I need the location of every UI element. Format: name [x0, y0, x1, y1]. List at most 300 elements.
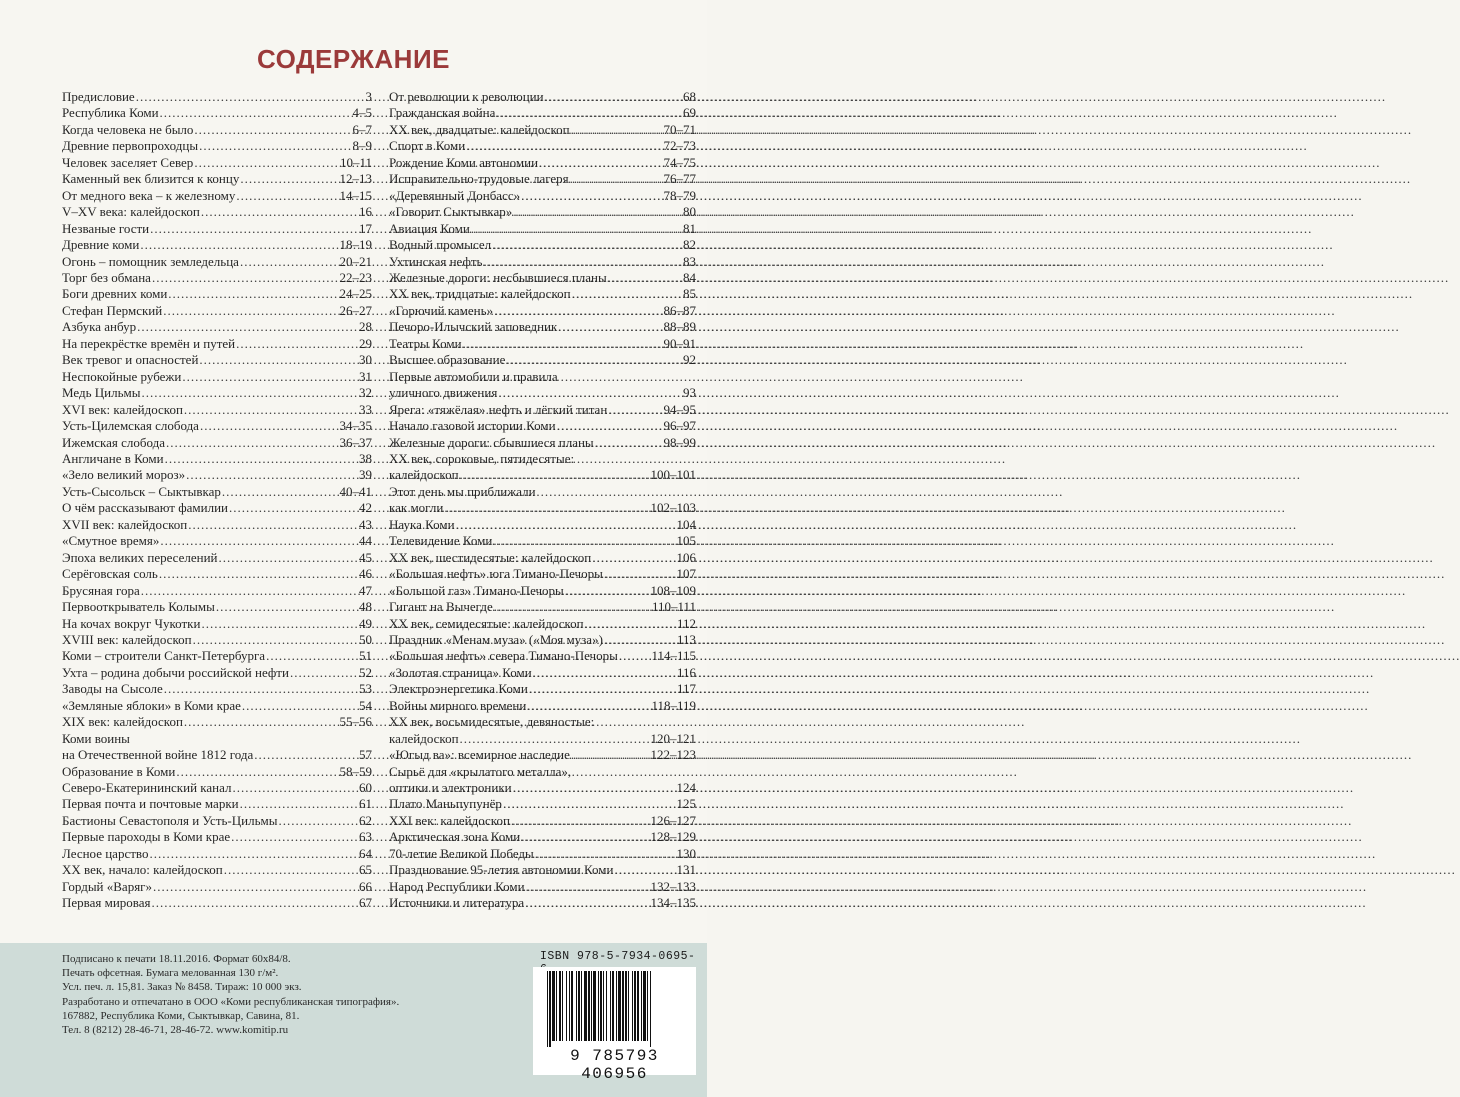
toc-entry-title: Первые автомобили и правила [389, 368, 558, 384]
toc-entry-title: От революции к революции [389, 89, 544, 104]
toc-page-number: 125 [676, 796, 696, 812]
toc-entry-title: калейдоскоп [389, 467, 459, 483]
toc-entry [62, 188, 372, 204]
toc-entry-title: Гражданская война [389, 105, 496, 121]
toc-leader-dots [150, 221, 358, 237]
toc-entry [62, 764, 372, 780]
isbn-label: ISBN 978-5-7934-0695- [540, 950, 696, 963]
toc-entry-title: Народ Республики Коми [389, 878, 525, 894]
toc-leader-dots [233, 780, 358, 796]
toc-entry [389, 467, 696, 483]
toc-entry-title: XX век, начало: калейдоскоп [62, 862, 223, 878]
toc-entry [389, 155, 696, 171]
toc-leader-dots [219, 550, 358, 566]
toc-entry-title: XVIII век: калейдоскоп [62, 631, 192, 647]
toc-page-number: 102–103 [650, 500, 696, 516]
barcode-bar [593, 971, 596, 1041]
barcode-bar [643, 971, 646, 1041]
toc-entry [389, 418, 696, 434]
toc-entry-title: Этот день мы приближали [389, 483, 536, 499]
toc-entry [389, 747, 696, 763]
toc-leader-dots [160, 105, 352, 121]
toc-page-number: 53 [359, 681, 372, 697]
toc-page-number: 112 [676, 615, 696, 631]
toc-entry [62, 369, 372, 385]
toc-leader-dots [188, 517, 358, 533]
toc-entry [389, 138, 696, 154]
toc-leader-dots [557, 418, 663, 434]
toc-leader-dots [513, 204, 682, 220]
toc-leader-dots [570, 171, 663, 187]
toc-leader-dots [290, 665, 358, 681]
toc-entry [62, 895, 372, 911]
toc-entry [62, 171, 372, 187]
toc-entry [62, 533, 372, 549]
toc-leader-dots [466, 138, 662, 154]
toc-leader-dots [176, 764, 338, 780]
toc-leader-dots [494, 599, 651, 615]
toc-page-number: 63 [359, 829, 372, 845]
toc-page-number: 117 [676, 681, 696, 697]
toc-page-number: 94–95 [663, 401, 696, 417]
toc-page-number: 30 [359, 352, 372, 368]
barcode-bar [547, 971, 548, 1047]
barcode-bar [569, 971, 570, 1041]
toc-page-number: 14–15 [339, 187, 372, 203]
toc-leader-dots [182, 369, 358, 385]
toc-page-number: 61 [359, 796, 372, 812]
toc-entry-title: Железные дороги: несбывшиеся планы [389, 269, 607, 285]
toc-leader-dots [186, 467, 358, 483]
barcode-bar [625, 971, 627, 1041]
toc-entry [62, 204, 372, 220]
toc-left-column [62, 89, 372, 912]
toc-entry [62, 221, 372, 237]
toc-entry-title: Медь Цильмы [62, 385, 141, 401]
toc-page-number: 54 [359, 697, 372, 713]
toc-page-number: 78–79 [663, 187, 696, 203]
toc-entry [389, 599, 696, 615]
toc-leader-dots [168, 286, 338, 302]
toc-entry [62, 303, 372, 319]
toc-page-number: 114–115 [651, 648, 696, 664]
toc-leader-dots [595, 435, 663, 451]
toc-leader-dots [200, 418, 339, 434]
toc-entry [62, 862, 372, 878]
toc-page-number: 10–11 [339, 154, 372, 170]
barcode-bar [571, 971, 573, 1041]
toc-entry [62, 780, 372, 796]
toc-leader-dots [498, 385, 682, 401]
toc-page-number: 126–127 [650, 812, 696, 828]
toc-entry [62, 517, 372, 533]
barcode-bar [591, 971, 592, 1041]
toc-page-number: 34–35 [339, 418, 372, 434]
toc-entry-title: Первая мировая [62, 895, 151, 911]
toc-page-number: 76–77 [663, 171, 696, 187]
toc-entry-title: Древние коми [62, 237, 140, 253]
toc-page-number: 113 [676, 631, 696, 647]
toc-leader-dots [526, 879, 650, 895]
toc-page-number: 43 [359, 516, 372, 532]
toc-leader-dots [494, 303, 662, 319]
toc-entry-title: Электроэнергетика Коми [389, 681, 528, 697]
toc-entry [62, 632, 372, 648]
toc-entry-title: Северо-Екатерининский канал [62, 780, 232, 796]
toc-entry [389, 681, 696, 697]
toc-entry-title: Коми – строители Санкт-Петербурга [62, 648, 266, 664]
barcode-bar [641, 971, 642, 1041]
toc-leader-dots [456, 517, 676, 533]
barcode-bar [562, 971, 563, 1041]
toc-page-number: 88–89 [663, 319, 696, 335]
toc-entry-title: Театры Коми [389, 335, 462, 351]
toc-entry-title: Праздник «Менам муза» («Моя муза») [389, 631, 603, 647]
toc-leader-dots [152, 895, 358, 911]
toc-entry [389, 484, 696, 500]
toc-entry-title: на Отечественной войне 1812 года [62, 747, 254, 763]
toc-page-number: 32 [359, 385, 372, 401]
toc-entry [62, 122, 372, 138]
toc-entry-title: Эпоха великих переселений [62, 549, 218, 565]
toc-entry [62, 813, 372, 829]
toc-page-number: 29 [359, 335, 372, 351]
toc-page-number: 6–7 [352, 121, 372, 137]
toc-leader-dots [604, 566, 676, 582]
toc-page-number: 67 [359, 895, 372, 911]
toc-entry [389, 221, 696, 237]
barcode-bar [584, 971, 587, 1041]
toc-entry [62, 435, 372, 451]
toc-entry [62, 846, 372, 862]
toc-page-number: 12–13 [339, 171, 372, 187]
toc-entry [62, 155, 372, 171]
toc-entry-title: Брусяная гора [62, 582, 140, 598]
toc-entry [389, 500, 696, 516]
toc-entry-title: От медного века – к железному [62, 187, 236, 203]
toc-entry-title: «Золотая страница» Коми [389, 664, 532, 680]
toc-entry-title: Ухтинская нефть [389, 253, 483, 269]
toc-leader-dots [558, 319, 662, 335]
toc-entry-title: Каменный век близится к концу [62, 171, 240, 187]
toc-entry-title: Исправительно-трудовые лагеря [389, 171, 569, 187]
toc-page-number: 122–123 [650, 747, 696, 763]
toc-entry [389, 665, 696, 681]
toc-entry [389, 879, 696, 895]
toc-leader-dots [201, 204, 358, 220]
toc-leader-dots [231, 829, 358, 845]
toc-entry-title: калейдоскоп [389, 730, 459, 746]
toc-leader-dots [240, 171, 338, 187]
barcode-bar [612, 971, 614, 1041]
toc-leader-dots [619, 648, 651, 664]
toc-leader-dots [503, 796, 676, 812]
toc-entry-title: Печоро-Илычский заповедник [389, 319, 558, 335]
toc-leader-dots [137, 319, 358, 335]
toc-page-number: 16 [359, 204, 372, 220]
toc-entry-title: Стефан Пермский [62, 302, 163, 318]
toc-entry-title: Арктическая зона Коми [389, 829, 521, 845]
toc-page-number: 104 [676, 516, 696, 532]
toc-page-number: 57 [359, 747, 372, 763]
toc-entry [62, 105, 372, 121]
toc-entry-title: Плато Маньпупунёр [389, 796, 502, 812]
toc-page-number: 98–99 [663, 434, 696, 450]
toc-entry-title: XX век, двадцатые: калейдоскоп [389, 121, 570, 137]
barcode-bar [566, 971, 567, 1041]
toc-entry-title: XX век, тридцатые: калейдоскоп [389, 286, 571, 302]
toc-entry-title: оптики и электроники [389, 780, 512, 796]
toc-leader-dots [199, 352, 358, 368]
toc-leader-dots [184, 714, 339, 730]
toc-page-number: 92 [683, 352, 696, 368]
toc-leader-dots [492, 237, 682, 253]
toc-entry-title: Англичане в Коми [62, 450, 164, 466]
barcode-bar [598, 971, 599, 1041]
toc-leader-dots [142, 385, 358, 401]
toc-page-number: 39 [359, 467, 372, 483]
toc-entry [62, 550, 372, 566]
toc-entry [62, 402, 372, 418]
toc-entry-title: Телевидение Коми [389, 533, 493, 549]
toc-entry [389, 286, 696, 302]
toc-page-number: 72–73 [663, 138, 696, 154]
toc-entry-title: Республика Коми [62, 105, 159, 121]
toc-page-number: 85 [683, 286, 696, 302]
toc-entry [389, 237, 696, 253]
toc-entry [389, 319, 696, 335]
toc-entry [389, 731, 696, 747]
toc-leader-dots [527, 698, 650, 714]
toc-page-number: 4–5 [352, 105, 372, 121]
toc-entry-title: «Зело великий мороз» [62, 467, 186, 483]
imprint-line: Подписано к печати 18.11.2016. Формат 60x84/8. [62, 953, 291, 965]
toc-leader-dots [565, 583, 650, 599]
toc-leader-dots [236, 336, 358, 352]
toc-page-number: 68 [683, 89, 696, 104]
toc-page-number: 131 [676, 862, 696, 878]
barcode-bar [576, 971, 577, 1041]
toc-leader-dots [571, 122, 663, 138]
toc-page-number: 62 [359, 812, 372, 828]
toc-entry [62, 648, 372, 664]
toc-page-number: 31 [359, 368, 372, 384]
toc-entry [62, 665, 372, 681]
toc-leader-dots [493, 533, 675, 549]
barcode-bar [637, 971, 639, 1041]
toc-leader-dots [149, 846, 358, 862]
toc-entry [389, 369, 696, 385]
toc-entry-title: «Большой газ» Тимано-Печоры [389, 582, 564, 598]
toc-leader-dots [201, 616, 358, 632]
toc-leader-dots [608, 270, 682, 286]
toc-leader-dots [242, 698, 358, 714]
toc-entry-title: XX век, семидесятые: калейдоскоп [389, 615, 584, 631]
barcode-bar [603, 971, 604, 1041]
barcode-bar [618, 971, 621, 1041]
toc-entry-title: Железные дороги: сбывшиеся планы [389, 434, 594, 450]
toc-leader-dots [614, 862, 675, 878]
toc-leader-dots [572, 286, 682, 302]
toc-entry [62, 698, 372, 714]
toc-entry [62, 583, 372, 599]
imprint-line: Тел. 8 (8212) 28-46-71, 28-46-72. www.komitip.ru [62, 1024, 289, 1037]
toc-entry [389, 188, 696, 204]
toc-page-number: 118–119 [651, 697, 696, 713]
toc-leader-dots [521, 188, 662, 204]
toc-page-number: 42 [359, 500, 372, 516]
toc-entry-title: Серёговская соль [62, 566, 158, 582]
toc-entry [62, 418, 372, 434]
toc-entry [62, 352, 372, 368]
toc-page-number: 110–111 [651, 599, 696, 615]
toc-leader-dots [160, 533, 358, 549]
toc-entry-title: Гордый «Варяг» [62, 878, 153, 894]
toc-page-number: 51 [359, 648, 372, 664]
toc-entry-title: «Смутное время» [62, 533, 160, 549]
toc-entry [62, 484, 372, 500]
toc-page-number: 86–87 [663, 302, 696, 318]
toc-entry-title: уличного движения [389, 385, 498, 401]
toc-leader-dots [224, 862, 358, 878]
toc-page-number: 132–133 [650, 878, 696, 894]
toc-entry [389, 171, 696, 187]
toc-entry-title: «Говорит Сыктывкар» [389, 204, 513, 220]
toc-entry-title: Первые пароходы в Коми крае [62, 829, 231, 845]
barcode [533, 967, 696, 1083]
toc-entry [62, 714, 372, 730]
toc-entry-title: Заводы на Сысоле [62, 681, 163, 697]
toc-leader-dots [529, 681, 676, 697]
toc-leader-dots [506, 352, 682, 368]
toc-page-number: 106 [676, 549, 696, 565]
toc-entry-title: «Деревянный Донбасс» [389, 187, 521, 203]
toc-page-number: 65 [359, 862, 372, 878]
toc-page-number: 47 [359, 582, 372, 598]
toc-entry-title: Лесное царство [62, 845, 149, 861]
toc-leader-dots [199, 138, 351, 154]
toc-leader-dots [535, 846, 676, 862]
toc-entry-title: XIX век: калейдоскоп [62, 714, 183, 730]
toc-entry [62, 451, 372, 467]
toc-entry [389, 402, 696, 418]
toc-leader-dots [539, 155, 662, 171]
toc-entry-title: Авиация Коми [389, 220, 470, 236]
barcode-bar [552, 971, 555, 1041]
toc-page-number: 105 [676, 533, 696, 549]
barcode-bar [549, 971, 551, 1047]
imprint-line: Усл. печ. л. 15,81. Заказ № 8458. Тираж: 10 000 экз. [62, 981, 302, 994]
toc-entry [389, 796, 696, 812]
toc-entry-title: XX век, сороковые, пятидесятые: [389, 450, 575, 466]
toc-entry-title: Первооткрыватель Колымы [62, 599, 215, 615]
toc-leader-dots [136, 89, 365, 105]
toc-entry-title: XVI век: калейдоскоп [62, 401, 183, 417]
toc-entry [389, 780, 696, 796]
barcode-bar [647, 971, 648, 1041]
toc-leader-dots [525, 895, 649, 911]
toc-entry-title: Празднование 95-летия автономии Коми [389, 862, 614, 878]
barcode-bar [632, 971, 633, 1041]
toc-page-number: 24–25 [339, 286, 372, 302]
toc-entry-title: «Большая нефть» юга Тимано-Печоры [389, 566, 603, 582]
toc-page-number: 18–19 [339, 237, 372, 253]
toc-page-number: 74–75 [663, 154, 696, 170]
toc-leader-dots [194, 155, 339, 171]
toc-leader-dots [604, 632, 676, 648]
toc-entry [389, 829, 696, 845]
toc-entry [389, 352, 696, 368]
toc-entry [389, 517, 696, 533]
toc-entry-title: Торг без обмана [62, 269, 151, 285]
barcode-bar [578, 971, 580, 1041]
toc-entry-title: XX век, восьмидесятые, девяностые: [389, 714, 595, 730]
toc-entry [62, 796, 372, 812]
toc-leader-dots [152, 270, 339, 286]
toc-leader-dots [592, 550, 675, 566]
page-title: СОДЕРЖАНИЕ [257, 44, 450, 74]
toc-leader-dots [165, 451, 358, 467]
toc-leader-dots [216, 599, 358, 615]
toc-entry-title: Образование в Коми [62, 763, 176, 779]
toc-page-number: 81 [683, 220, 696, 236]
toc-entry [389, 813, 696, 829]
barcode-number: 9 785793 406956 [570, 1047, 659, 1083]
toc-page-number: 46 [359, 566, 372, 582]
toc-leader-dots [193, 632, 358, 648]
toc-entry [62, 616, 372, 632]
toc-entry-title: Спорт в Коми [389, 138, 466, 154]
toc-entry-title: На перекрёстке времён и путей [62, 335, 236, 351]
toc-leader-dots [164, 681, 358, 697]
toc-page-number: 128–129 [650, 829, 696, 845]
barcode-bar [634, 971, 636, 1041]
barcode-bar [628, 971, 629, 1041]
barcode-bar [559, 971, 561, 1041]
toc-entry-title: Начало газовой истории Коми [389, 418, 556, 434]
toc-entry-title: Век тревог и опасностей [62, 352, 199, 368]
toc-leader-dots [266, 648, 358, 664]
barcode-bar [622, 971, 624, 1041]
toc-entry-title: Войны мирного времени [389, 697, 527, 713]
toc-entry-title: Азбука анбур [62, 319, 137, 335]
toc-page-number: 134–135 [650, 895, 696, 911]
toc-leader-dots [460, 467, 650, 483]
toc-entry [62, 138, 372, 154]
toc-page-number: 52 [359, 664, 372, 680]
toc-leader-dots [463, 336, 663, 352]
barcode-bar [556, 971, 557, 1041]
toc-entry [389, 533, 696, 549]
toc-page-number: 38 [359, 450, 372, 466]
toc-leader-dots [513, 780, 676, 796]
toc-leader-dots [141, 583, 358, 599]
barcode-bar [588, 971, 590, 1041]
toc-entry [62, 599, 372, 615]
toc-entry-title: Усть-Сысольск – Сыктывкар [62, 483, 221, 499]
toc-entry [62, 286, 372, 302]
toc-entry [62, 385, 372, 401]
toc-entry [389, 550, 696, 566]
toc-leader-dots [483, 254, 682, 270]
toc-entry [62, 336, 372, 352]
toc-page-number: 70–71 [663, 121, 696, 137]
toc-entry-title: Боги древних коми [62, 286, 168, 302]
toc-leader-dots [240, 254, 339, 270]
toc-page-number: 36–37 [339, 434, 372, 450]
toc-entry [62, 747, 372, 763]
toc-page-number: 3 [365, 89, 372, 104]
